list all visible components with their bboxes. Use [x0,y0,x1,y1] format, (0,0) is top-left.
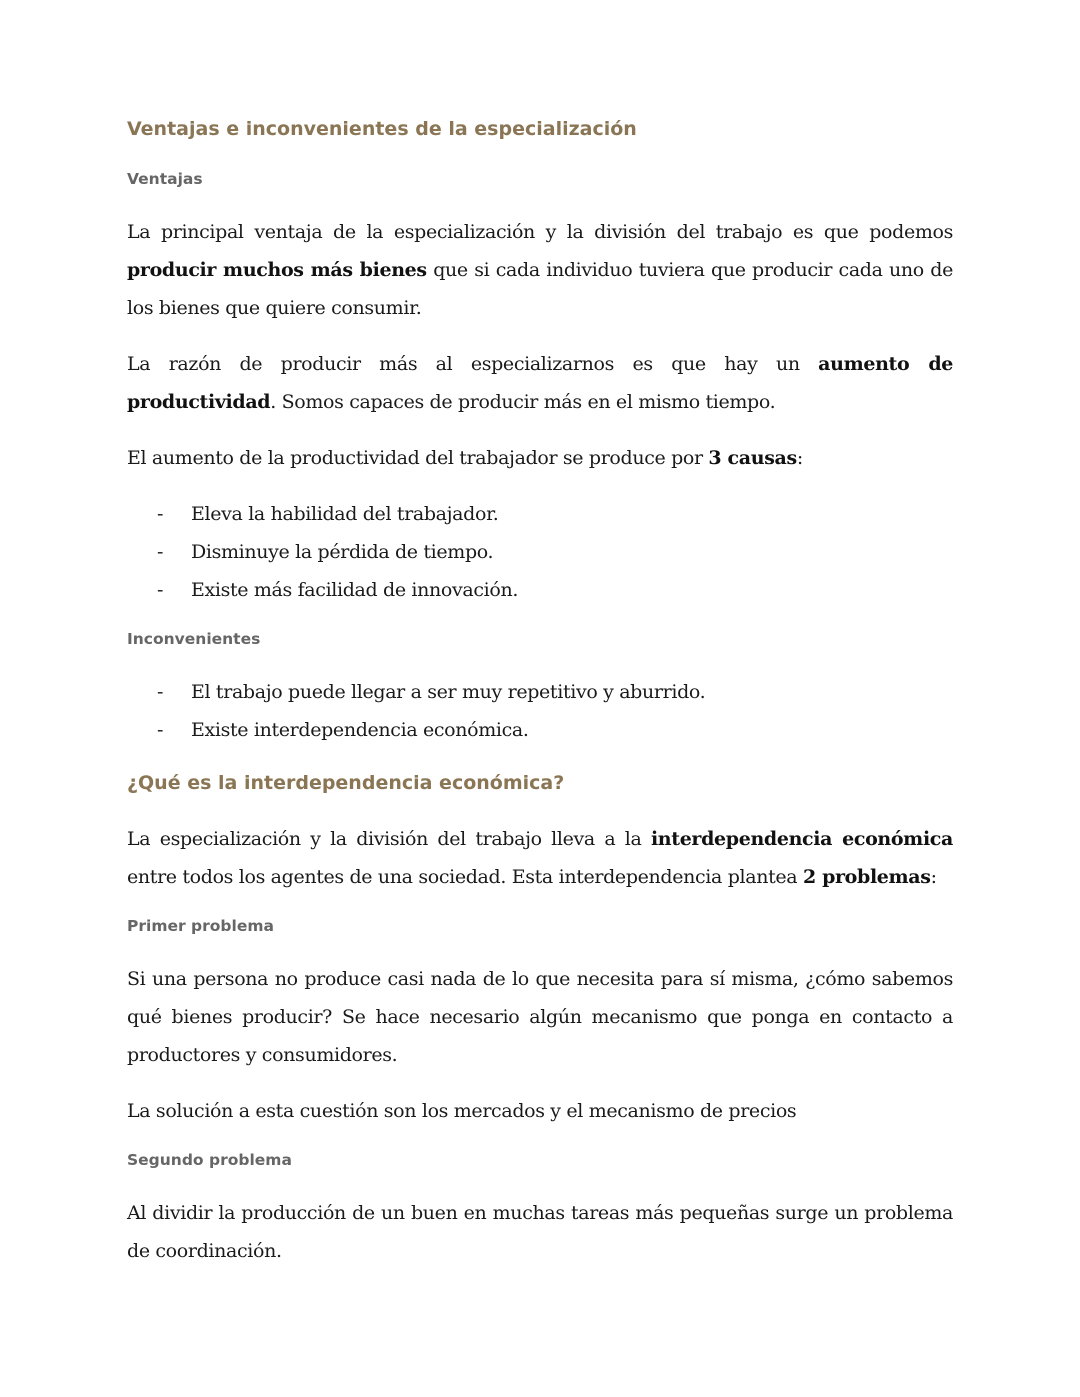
paragraph-primer-problema: Si una persona no produce casi nada de lo que necesita para sí misma, ¿cómo sabemos qué bienes producir? Se hace necesario algún mecanismo que ponga en contacto a productores y consumidores. [127,968,953,1066]
section-title-especializacion: Ventajas e inconvenientes de la especialización [127,118,637,140]
paragraph-productividad [127,345,953,421]
text-run: : [930,866,937,888]
paragraph-solucion-mercados: La solución a esta cuestión son los mercados y el mecanismo de precios [127,1100,797,1122]
list-item-text: Existe más facilidad de innovación. [191,579,519,601]
text-run: La especialización y la división del trabajo lleva a la [127,828,651,850]
subheading-inconvenientes: Inconvenientes [127,630,261,648]
bullet-dash: - [157,681,164,703]
list-item-text: Existe interdependencia económica. [191,719,529,741]
text-run: : [796,447,803,469]
text-run: El aumento de la productividad del trabajador se produce por [127,447,709,469]
paragraph-segundo-problema: Al dividir la producción de un buen en muchas tareas más pequeñas surge un problema de coordinación. [127,1202,953,1262]
text-run: . Somos capaces de producir más en el mismo tiempo. [270,391,776,413]
subheading-ventajas: Ventajas [127,170,203,188]
text-run: entre todos los agentes de una sociedad. Esta interdependencia plantea [127,866,803,888]
bold-text: 2 problemas [802,866,931,888]
list-item-text: El trabajo puede llegar a ser muy repetitivo y aburrido. [191,681,706,703]
paragraph-interdependencia-intro [127,820,953,896]
inconvenientes-list [127,673,705,749]
subheading-segundo-problema: Segundo problema [127,1151,292,1169]
list-item-text: Eleva la habilidad del trabajador. [191,503,499,525]
text-run: La principal ventaja de la especialización y la división del trabajo es que podemos [127,221,953,243]
list-item [127,711,705,749]
list-item [127,673,705,711]
paragraph-ventaja-principal [127,213,953,327]
list-item [127,495,518,533]
list-item-text: Disminuye la pérdida de tiempo. [191,541,494,563]
paragraph-causas [127,439,953,477]
bold-text: aumento de productividad [127,353,953,413]
section-title-interdependencia: ¿Qué es la interdependencia económica? [127,772,565,794]
causes-list [127,495,518,609]
bullet-dash: - [157,579,164,601]
text-run: La razón de producir más al especializarnos es que hay un [127,353,819,375]
bullet-dash: - [157,719,164,741]
list-item [127,571,518,609]
subheading-primer-problema: Primer problema [127,917,274,935]
bullet-dash: - [157,503,164,525]
list-item [127,533,518,571]
bold-text: interdependencia económica [650,828,953,850]
bold-text: producir muchos más bienes [127,259,427,281]
bold-text: 3 causas [708,447,797,469]
text-run: que si cada individuo tuviera que producir cada uno de los bienes que quiere consumir. [127,259,953,319]
bullet-dash: - [157,541,164,563]
